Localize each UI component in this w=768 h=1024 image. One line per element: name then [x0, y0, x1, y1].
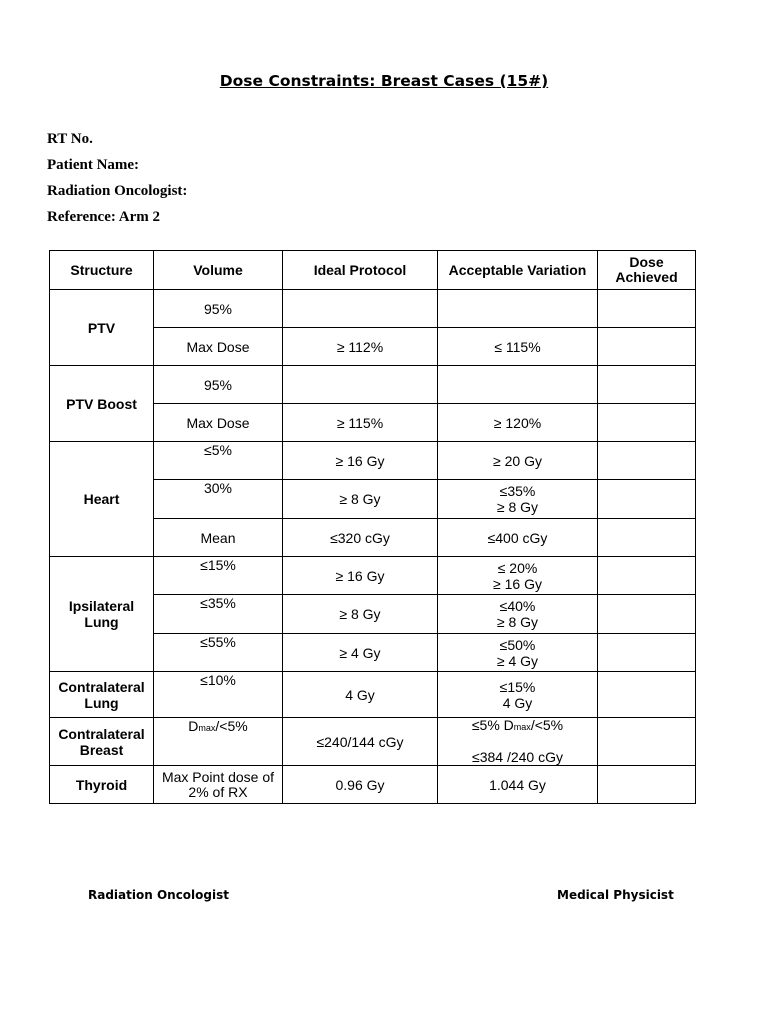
dose-achieved-cell — [598, 480, 696, 519]
acceptable-cell — [438, 366, 598, 404]
signature-radiation-oncologist: Radiation Oncologist — [88, 888, 229, 902]
header-ideal-protocol: Ideal Protocol — [283, 251, 438, 290]
ideal-cell: ≥ 112% — [283, 328, 438, 366]
structure-ptv-boost: PTV Boost — [50, 366, 154, 442]
ideal-cell: ≤240/144 cGy — [283, 718, 438, 766]
acceptable-cell: ≥ 20 Gy — [438, 442, 598, 480]
ideal-cell: ≥ 16 Gy — [283, 557, 438, 595]
header-structure: Structure — [50, 251, 154, 290]
ideal-cell: ≥ 8 Gy — [283, 595, 438, 634]
dose-achieved-cell — [598, 290, 696, 328]
volume-cell: ≤55% — [154, 634, 283, 672]
acceptable-cell: 1.044 Gy — [438, 766, 598, 804]
acceptable-cell: ≤ 20% ≥ 16 Gy — [438, 557, 598, 595]
rt-no-label: RT No. — [47, 131, 93, 147]
dose-achieved-cell — [598, 366, 696, 404]
header-acceptable-variation: Acceptable Variation — [438, 251, 598, 290]
table-row — [50, 290, 696, 328]
dose-achieved-cell — [598, 595, 696, 634]
volume-cell: 95% — [154, 290, 283, 328]
acceptable-cell — [438, 290, 598, 328]
volume-cell: 30% — [154, 480, 283, 519]
ideal-cell: ≥ 115% — [283, 404, 438, 442]
volume-cell: Max Dose — [154, 404, 283, 442]
reference-label: Reference: Arm 2 — [47, 209, 160, 225]
volume-cell: Dmax/<5% — [154, 718, 283, 766]
dose-achieved-cell — [598, 519, 696, 557]
volume-cell: Mean — [154, 519, 283, 557]
page-title: Dose Constraints: Breast Cases (15#) — [219, 72, 549, 90]
volume-cell: ≤15% — [154, 557, 283, 595]
acceptable-cell: ≤ 115% — [438, 328, 598, 366]
dose-achieved-cell — [598, 766, 696, 804]
dose-achieved-cell — [598, 557, 696, 595]
ideal-cell: ≥ 4 Gy — [283, 634, 438, 672]
structure-contralateral-breast: Contralateral Breast — [50, 718, 154, 766]
ideal-cell: 4 Gy — [283, 672, 438, 718]
ideal-cell: ≤320 cGy — [283, 519, 438, 557]
table-row — [50, 442, 696, 480]
table-row — [50, 672, 696, 718]
acceptable-cell: ≤35% ≥ 8 Gy — [438, 480, 598, 519]
acceptable-cell: ≤5% Dmax/<5% ≤384 /240 cGy — [438, 718, 598, 766]
table-row — [50, 766, 696, 804]
volume-cell: Max Dose — [154, 328, 283, 366]
dose-achieved-cell — [598, 634, 696, 672]
structure-ptv: PTV — [50, 290, 154, 366]
signature-medical-physicist: Medical Physicist — [557, 888, 674, 902]
structure-heart: Heart — [50, 442, 154, 557]
ideal-cell — [283, 290, 438, 328]
dose-achieved-cell — [598, 404, 696, 442]
structure-contralateral-lung: Contralateral Lung — [50, 672, 154, 718]
table-row — [50, 718, 696, 766]
ideal-cell: ≥ 8 Gy — [283, 480, 438, 519]
acceptable-cell: ≤40% ≥ 8 Gy — [438, 595, 598, 634]
table-row — [50, 557, 696, 595]
structure-ipsilateral-lung: Ipsilateral Lung — [50, 557, 154, 672]
header-volume: Volume — [154, 251, 283, 290]
volume-cell: ≤35% — [154, 595, 283, 634]
dose-achieved-cell — [598, 672, 696, 718]
structure-thyroid: Thyroid — [50, 766, 154, 804]
table-row — [50, 366, 696, 404]
ideal-cell: ≥ 16 Gy — [283, 442, 438, 480]
radiation-oncologist-label: Radiation Oncologist: — [47, 183, 188, 199]
volume-cell: Max Point dose of 2% of RX — [154, 766, 283, 804]
table-header-row — [50, 251, 696, 290]
dose-achieved-cell — [598, 442, 696, 480]
acceptable-cell: ≤50% ≥ 4 Gy — [438, 634, 598, 672]
acceptable-cell: ≤400 cGy — [438, 519, 598, 557]
ideal-cell: 0.96 Gy — [283, 766, 438, 804]
volume-cell: ≤10% — [154, 672, 283, 718]
header-dose-achieved: Dose Achieved — [598, 251, 696, 290]
acceptable-cell: ≤15% 4 Gy — [438, 672, 598, 718]
patient-name-label: Patient Name: — [47, 157, 140, 173]
dose-achieved-cell — [598, 328, 696, 366]
volume-cell: ≤5% — [154, 442, 283, 480]
dose-achieved-cell — [598, 718, 696, 766]
ideal-cell — [283, 366, 438, 404]
acceptable-cell: ≥ 120% — [438, 404, 598, 442]
dose-constraints-table — [49, 250, 696, 804]
volume-cell: 95% — [154, 366, 283, 404]
